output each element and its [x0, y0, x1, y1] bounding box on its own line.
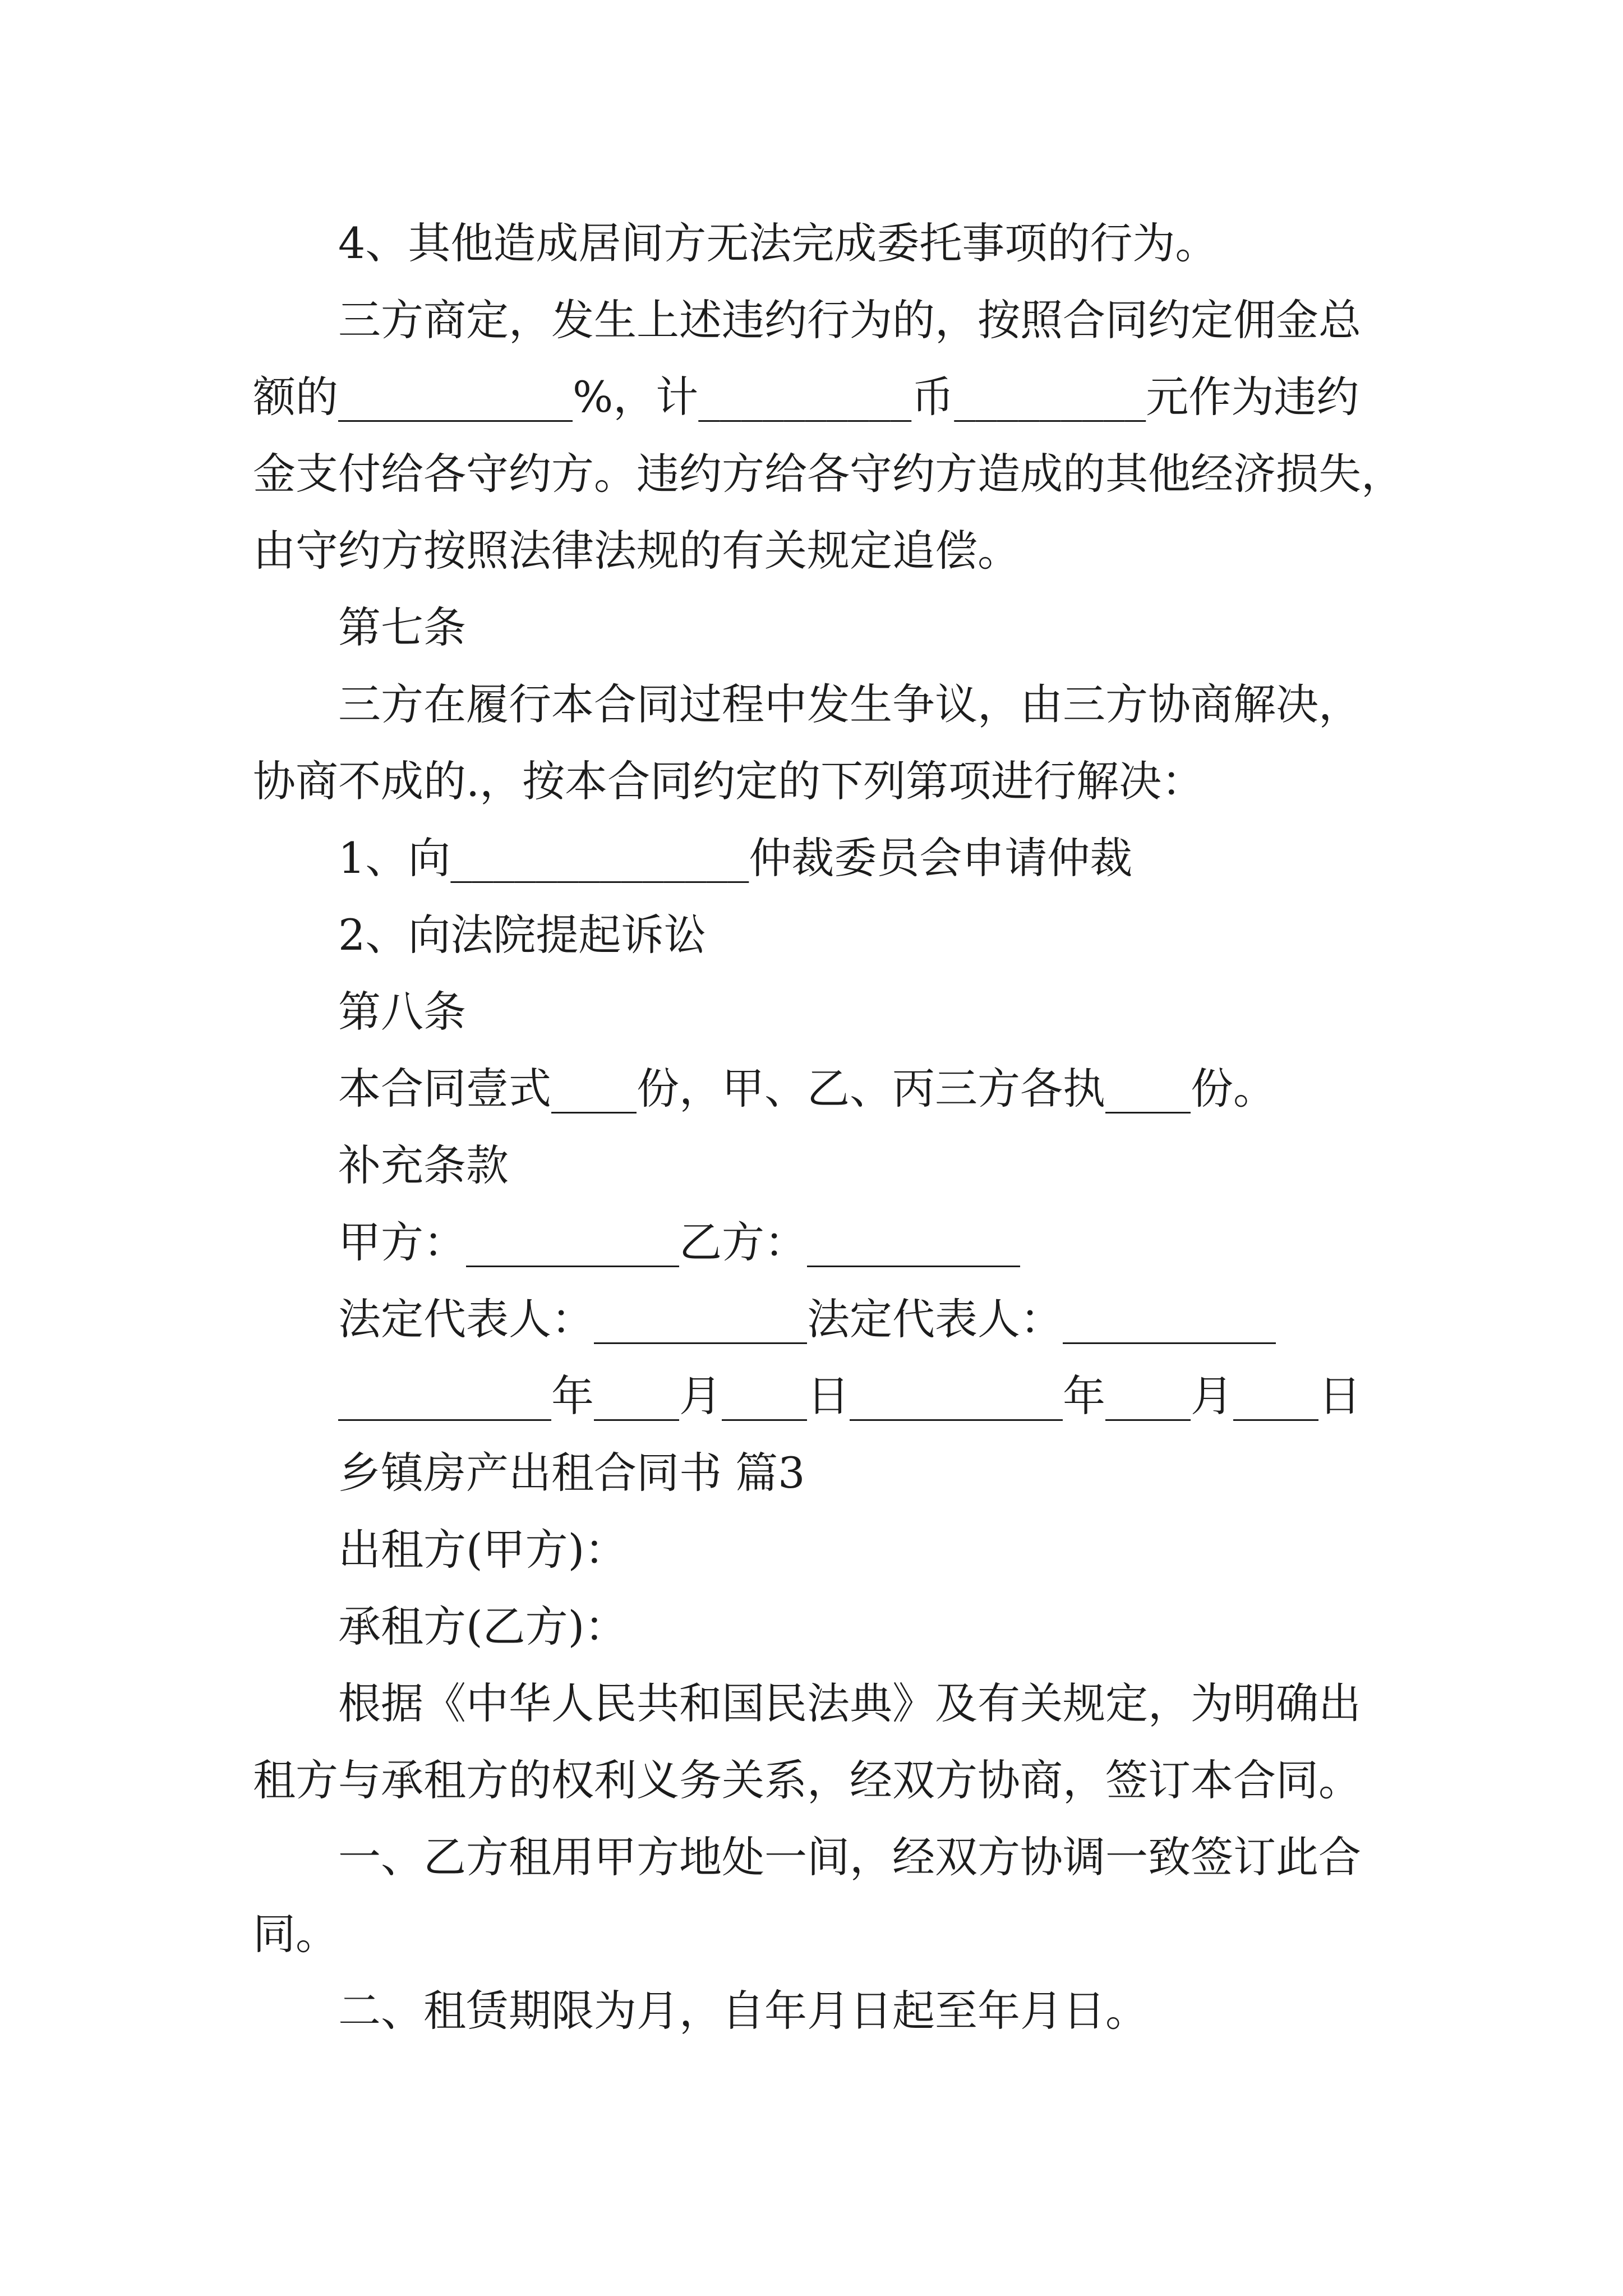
dispute-paragraph-line: 协商不成的.，按本合同约定的下列第项进行解决：	[253, 756, 1205, 806]
signature-representatives-line: 法定代表人：__________法定代表人：__________	[338, 1294, 1276, 1344]
document-body	[253, 205, 1431, 2049]
breach-paragraph-line: 三方商定，发生上述违约行为的，按照合同约定佣金总	[338, 295, 1361, 345]
dispute-option-arbitration: 1、向______________仲裁委员会申请仲裁	[338, 833, 1133, 883]
document-section-title: 乡镇房产出租合同书 篇3	[338, 1448, 805, 1498]
lessee-line: 承租方(乙方)：	[338, 1602, 628, 1651]
signature-dates-line: __________年____月____日__________年____月____日	[338, 1371, 1361, 1421]
clause-two-line: 二、租赁期限为月，自年月日起至年月日。	[338, 1986, 1148, 2036]
breach-paragraph-line: 额的___________%，计__________币_________元作为违约	[253, 372, 1359, 422]
dispute-option-litigation: 2、向法院提起诉讼	[338, 910, 707, 960]
breach-paragraph-line: 由守约方按照法律法规的有关规定追偿。	[253, 526, 1020, 576]
preamble-line: 根据《中华人民共和国民法典》及有关规定，为明确出	[338, 1678, 1361, 1728]
copies-clause: 本合同壹式____份，甲、乙、丙三方各执____份。	[338, 1064, 1276, 1114]
lessor-line: 出租方(甲方)：	[338, 1525, 628, 1575]
clause-item-4: 4、其他造成居间方无法完成委托事项的行为。	[338, 218, 1218, 268]
dispute-paragraph-line: 三方在履行本合同过程中发生争议，由三方协商解决，	[338, 679, 1361, 729]
supplementary-terms-heading: 补充条款	[338, 1140, 509, 1190]
clause-one-line: 一、乙方租用甲方地处一间，经双方协调一致签订此合	[338, 1832, 1361, 1882]
signature-parties-line: 甲方：__________乙方：__________	[338, 1217, 1020, 1267]
clause-one-line: 同。	[253, 1909, 338, 1959]
breach-paragraph-line: 金支付给各守约方。违约方给各守约方造成的其他经济损失，	[253, 449, 1404, 499]
preamble-line: 租方与承租方的权利义务关系，经双方协商，签订本合同。	[253, 1755, 1361, 1805]
article-heading-7: 第七条	[338, 602, 466, 652]
article-heading-8: 第八条	[338, 987, 466, 1037]
